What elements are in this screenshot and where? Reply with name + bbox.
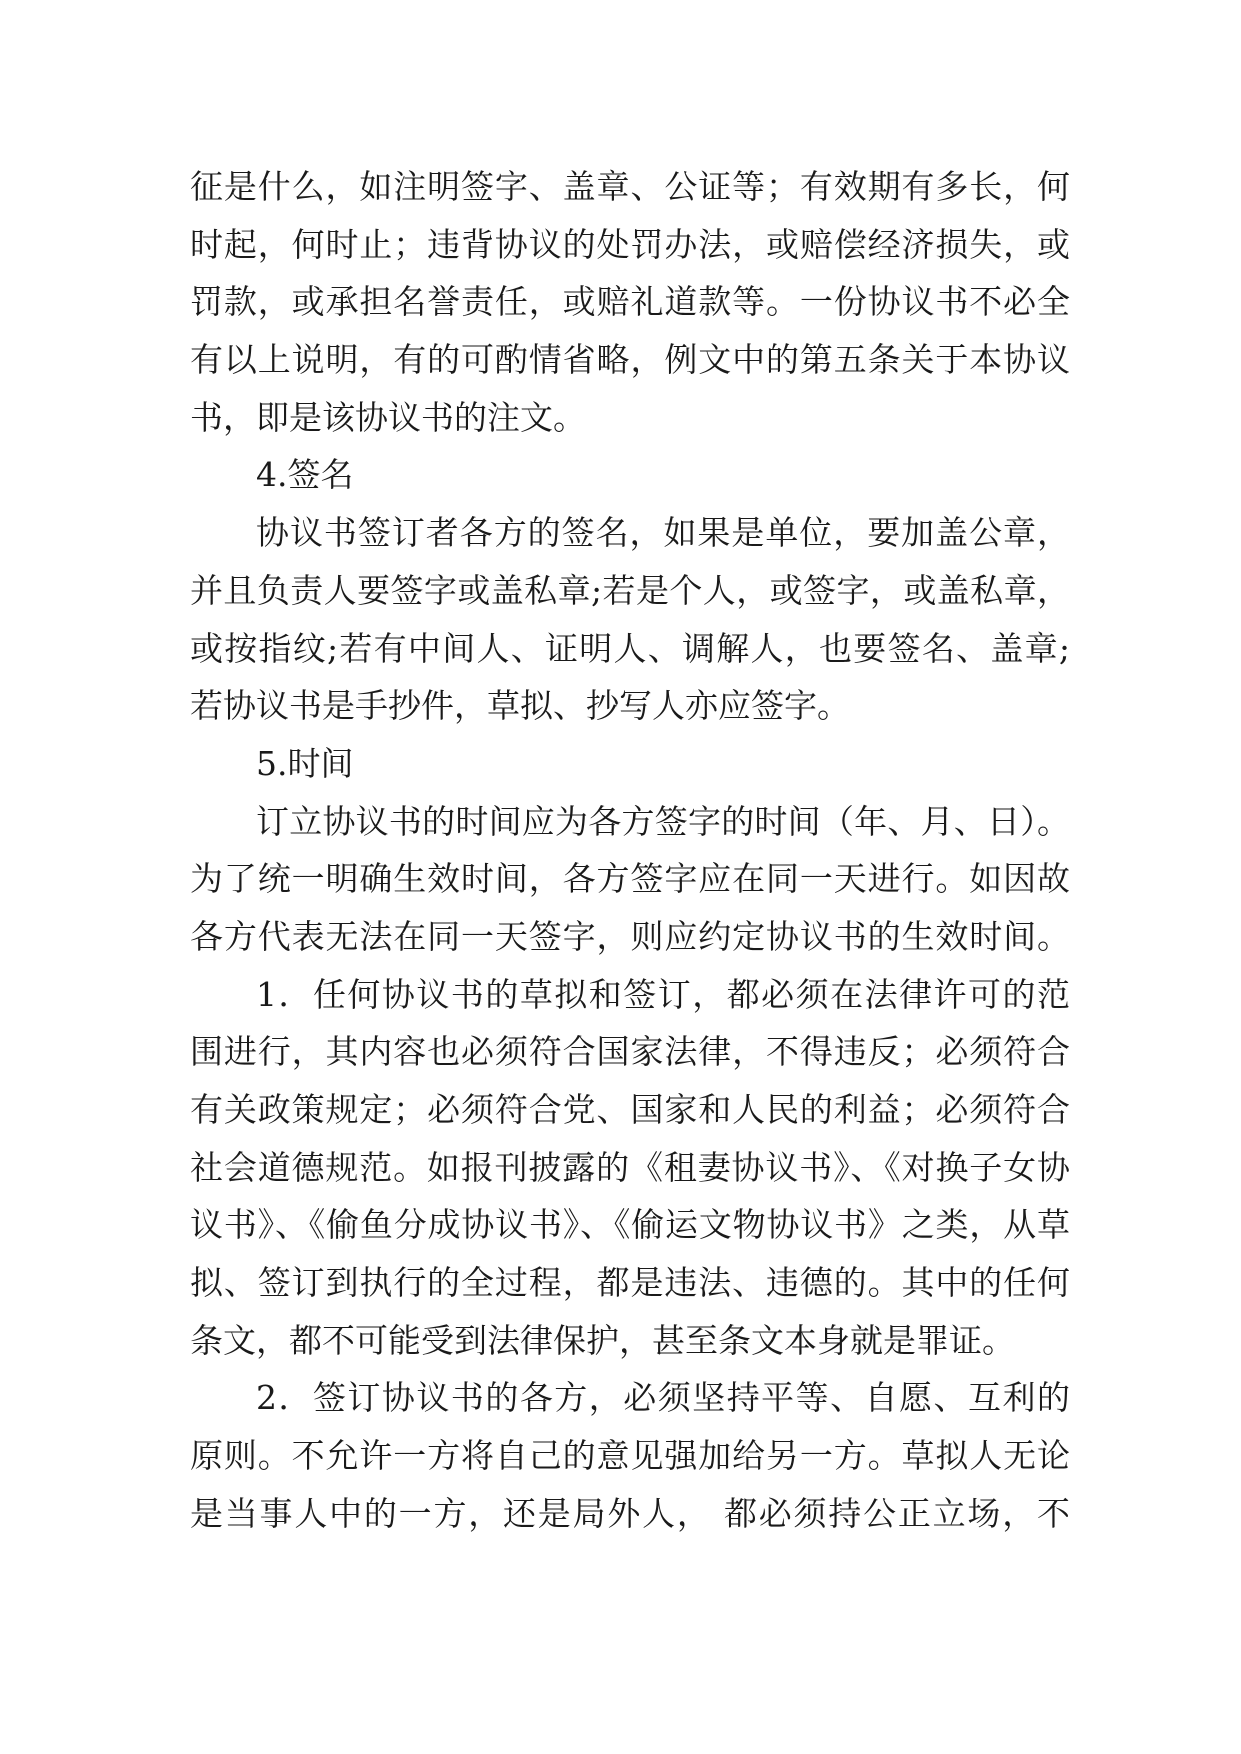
text-line: 社会道德规范。如报刊披露的《租妻协议书》、《对换子女协 (190, 1147, 1070, 1187)
text-line: 是当事人中的一方，还是局外人， 都必须持公正立场，不 (190, 1493, 1070, 1533)
text-line: 有关政策规定；必须符合党、国家和人民的利益；必须符合 (190, 1090, 1070, 1129)
text-line: 有以上说明，有的可酌情省略，例文中的第五条关于本协议 (190, 340, 1070, 380)
text-line: 各方代表无法在同一天签字，则应约定协议书的生效时间。 (190, 916, 1070, 956)
text-line: 罚款，或承担名誉责任，或赔礼道款等。一份协议书不必全 (190, 282, 1070, 322)
text-line: 为了统一明确生效时间，各方签字应在同一天进行。如因故 (190, 859, 1070, 899)
text-line: 时起，何时止；违背协议的处罚办法，或赔偿经济损失，或 (190, 224, 1070, 264)
text-line: 协议书签订者各方的签名，如果是单位，要加盖公章， (256, 513, 1070, 553)
text-line: 订立协议书的时间应为各方签字的时间（年、月、日）。 (256, 801, 1070, 841)
text-line: 并且负责人要签字或盖私章;若是个人，或签字，或盖私章， (190, 570, 1070, 610)
document-body (190, 158, 1070, 1543)
text-line: 1．任何协议书的草拟和签订，都必须在法律许可的范 (256, 974, 1070, 1014)
text-line: 围进行，其内容也必须符合国家法律，不得违反；必须符合 (190, 1032, 1070, 1072)
text-line: 2．签订协议书的各方，必须坚持平等、自愿、互利的 (256, 1378, 1070, 1418)
text-line: 拟、签订到执行的全过程，都是违法、违德的。其中的任何 (190, 1263, 1070, 1303)
section-heading-signature: 4.签名 (256, 455, 354, 495)
section-heading-time: 5.时间 (256, 743, 354, 783)
text-line: 书，即是该协议书的注文。 (190, 397, 586, 437)
text-line: 条文，都不可能受到法律保护，甚至条文本身就是罪证。 (190, 1320, 1015, 1360)
text-line: 或按指纹;若有中间人、证明人、调解人，也要签名、盖章; (190, 628, 1070, 668)
text-line: 议书》、《偷鱼分成协议书》、《偷运文物协议书》之类，从草 (190, 1205, 1070, 1245)
text-line: 若协议书是手抄件，草拟、抄写人亦应签字。 (190, 686, 850, 726)
text-line: 原则。不允许一方将自己的意见强加给另一方。草拟人无论 (190, 1436, 1070, 1476)
text-line: 征是什么，如注明签字、盖章、公证等；有效期有多长，何 (190, 167, 1070, 206)
